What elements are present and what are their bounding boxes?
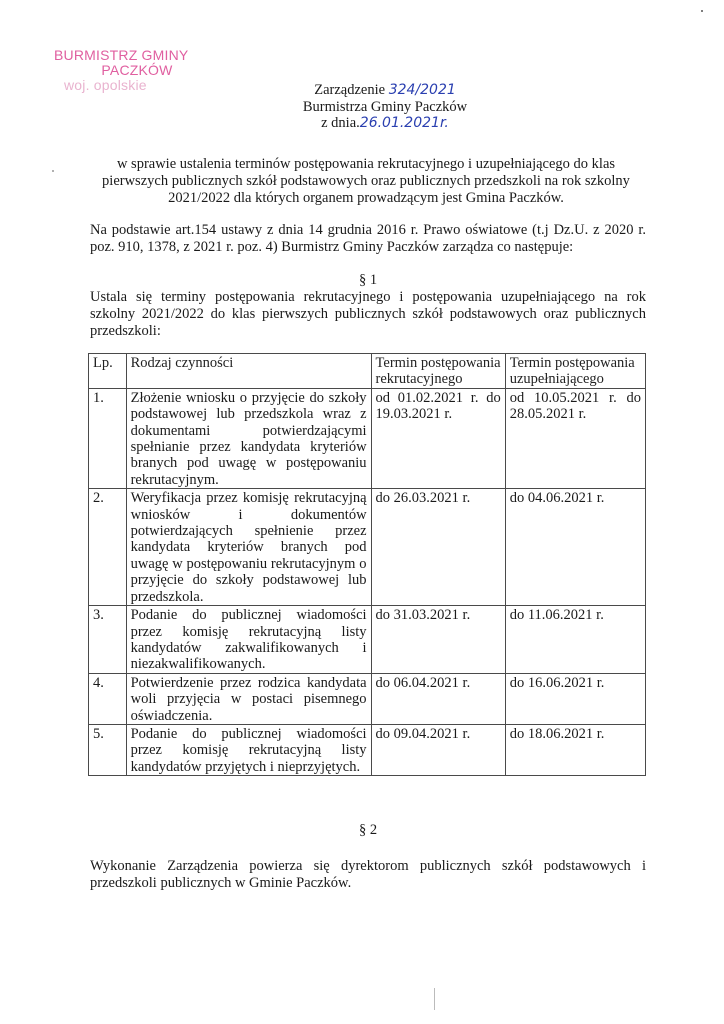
document-header	[250, 82, 520, 132]
order-title: Zarządzenie	[314, 82, 389, 98]
order-number-line	[250, 82, 520, 99]
handwritten-order-number: 324/2021	[388, 82, 456, 98]
row-number: 2.	[89, 489, 127, 606]
supplementary-date-cell: do 18.06.2021 r.	[505, 724, 645, 775]
activity-cell: Weryfikacja przez komisję rekrutacyjną wniosków i dokumentów potwierdzających spełnienie przez kandydata kryteriów branych pod uwagę w postępowaniu rekrutacyjnym o przyjęcie do szkoły podstawowej lub przedszkola.	[126, 489, 371, 606]
column-header-supplementary: Termin postępowania uzupełniającego	[505, 354, 645, 389]
table-row	[89, 489, 646, 606]
schedule-table	[88, 353, 646, 776]
section-1	[90, 272, 646, 340]
activity-cell: Potwierdzenie przez rodzica kandydata woli przyjęcia w postaci pisemnego oświadczenia.	[126, 673, 371, 724]
activity-cell: Podanie do publicznej wiadomości przez komisję rekrutacyjną listy kandydatów przyjętych i nieprzyjętych.	[126, 724, 371, 775]
row-number: 1.	[89, 388, 127, 488]
recruitment-date-cell: od 01.02.2021 r. do 19.03.2021 r.	[371, 388, 505, 488]
supplementary-date-cell: do 16.06.2021 r.	[505, 673, 645, 724]
order-subject: w sprawie ustalenia terminów postępowania rekrutacyjnego i uzupełniającego do klas pierwszych publicznych szkół podstawowych oraz publicznych przedszkoli na rok szkolny 2021/2022 dla których organem prowadzącym jest Gmina Paczków.	[102, 156, 630, 206]
scan-mark	[434, 988, 435, 1010]
recruitment-date-cell: do 26.03.2021 r.	[371, 489, 505, 606]
handwritten-date: 26.01.2021r.	[359, 115, 449, 131]
row-number: 4.	[89, 673, 127, 724]
section-1-heading: § 1	[358, 272, 378, 288]
stamp-line-2: PACZKÓW	[101, 62, 173, 78]
issuing-authority: Burmistrza Gminy Paczków	[302, 98, 468, 115]
column-header-lp: Lp.	[89, 354, 127, 389]
recruitment-date-cell: do 09.04.2021 r.	[371, 724, 505, 775]
table-row	[89, 606, 646, 674]
recruitment-date-cell: do 31.03.2021 r.	[371, 606, 505, 674]
section-1-text: Ustala się terminy postępowania rekrutacyjnego i postępowania uzupełniającego na rok szkolny 2021/2022 do klas pierwszych publicznych szkół podstawowych oraz publicznych przedszkoli:	[90, 289, 646, 339]
table-row	[89, 388, 646, 488]
section-2-text: Wykonanie Zarządzenia powierza się dyrektorom publicznych szkół podstawowych i przedszkoli publicznych w Gminie Paczków.	[90, 858, 646, 891]
legal-basis: Na podstawie art.154 ustawy z dnia 14 grudnia 2016 r. Prawo oświatowe (t.j Dz.U. z 2020 r. poz. 910, 1378, z 2021 r. poz. 4) Burmistrz Gminy Paczków zarządza co następuje:	[90, 222, 646, 255]
supplementary-date-cell: do 04.06.2021 r.	[505, 489, 645, 606]
row-number: 5.	[89, 724, 127, 775]
date-label: z dnia.	[321, 115, 360, 131]
supplementary-date-cell: do 11.06.2021 r.	[505, 606, 645, 674]
table-row	[89, 673, 646, 724]
section-2-heading: § 2	[358, 822, 378, 838]
activity-cell: Złożenie wniosku o przyjęcie do szkoły podstawowej lub przedszkola wraz z dokumentami potwierdzającymi spełnianie przez kandydata kryteriów branych pod uwagę w postępowaniu rekrutacyjnym.	[126, 388, 371, 488]
stamp-line-3: woj. opolskie	[64, 77, 147, 93]
row-number: 3.	[89, 606, 127, 674]
activity-cell: Podanie do publicznej wiadomości przez komisję rekrutacyjną listy kandydatów zakwalifikowanych i niezakwalifikowanych.	[126, 606, 371, 674]
scan-speck	[701, 10, 703, 12]
official-stamp	[52, 48, 222, 93]
supplementary-date-cell: od 10.05.2021 r. do 28.05.2021 r.	[505, 388, 645, 488]
recruitment-date-cell: do 06.04.2021 r.	[371, 673, 505, 724]
column-header-recruitment: Termin postępowania rekrutacyjnego	[371, 354, 505, 389]
stamp-line-1: BURMISTRZ GMINY	[54, 47, 189, 63]
table-row	[89, 724, 646, 775]
order-date-line	[250, 115, 520, 132]
column-header-activity: Rodzaj czynności	[126, 354, 371, 389]
scan-speck	[52, 170, 54, 172]
table-header-row	[89, 354, 646, 389]
